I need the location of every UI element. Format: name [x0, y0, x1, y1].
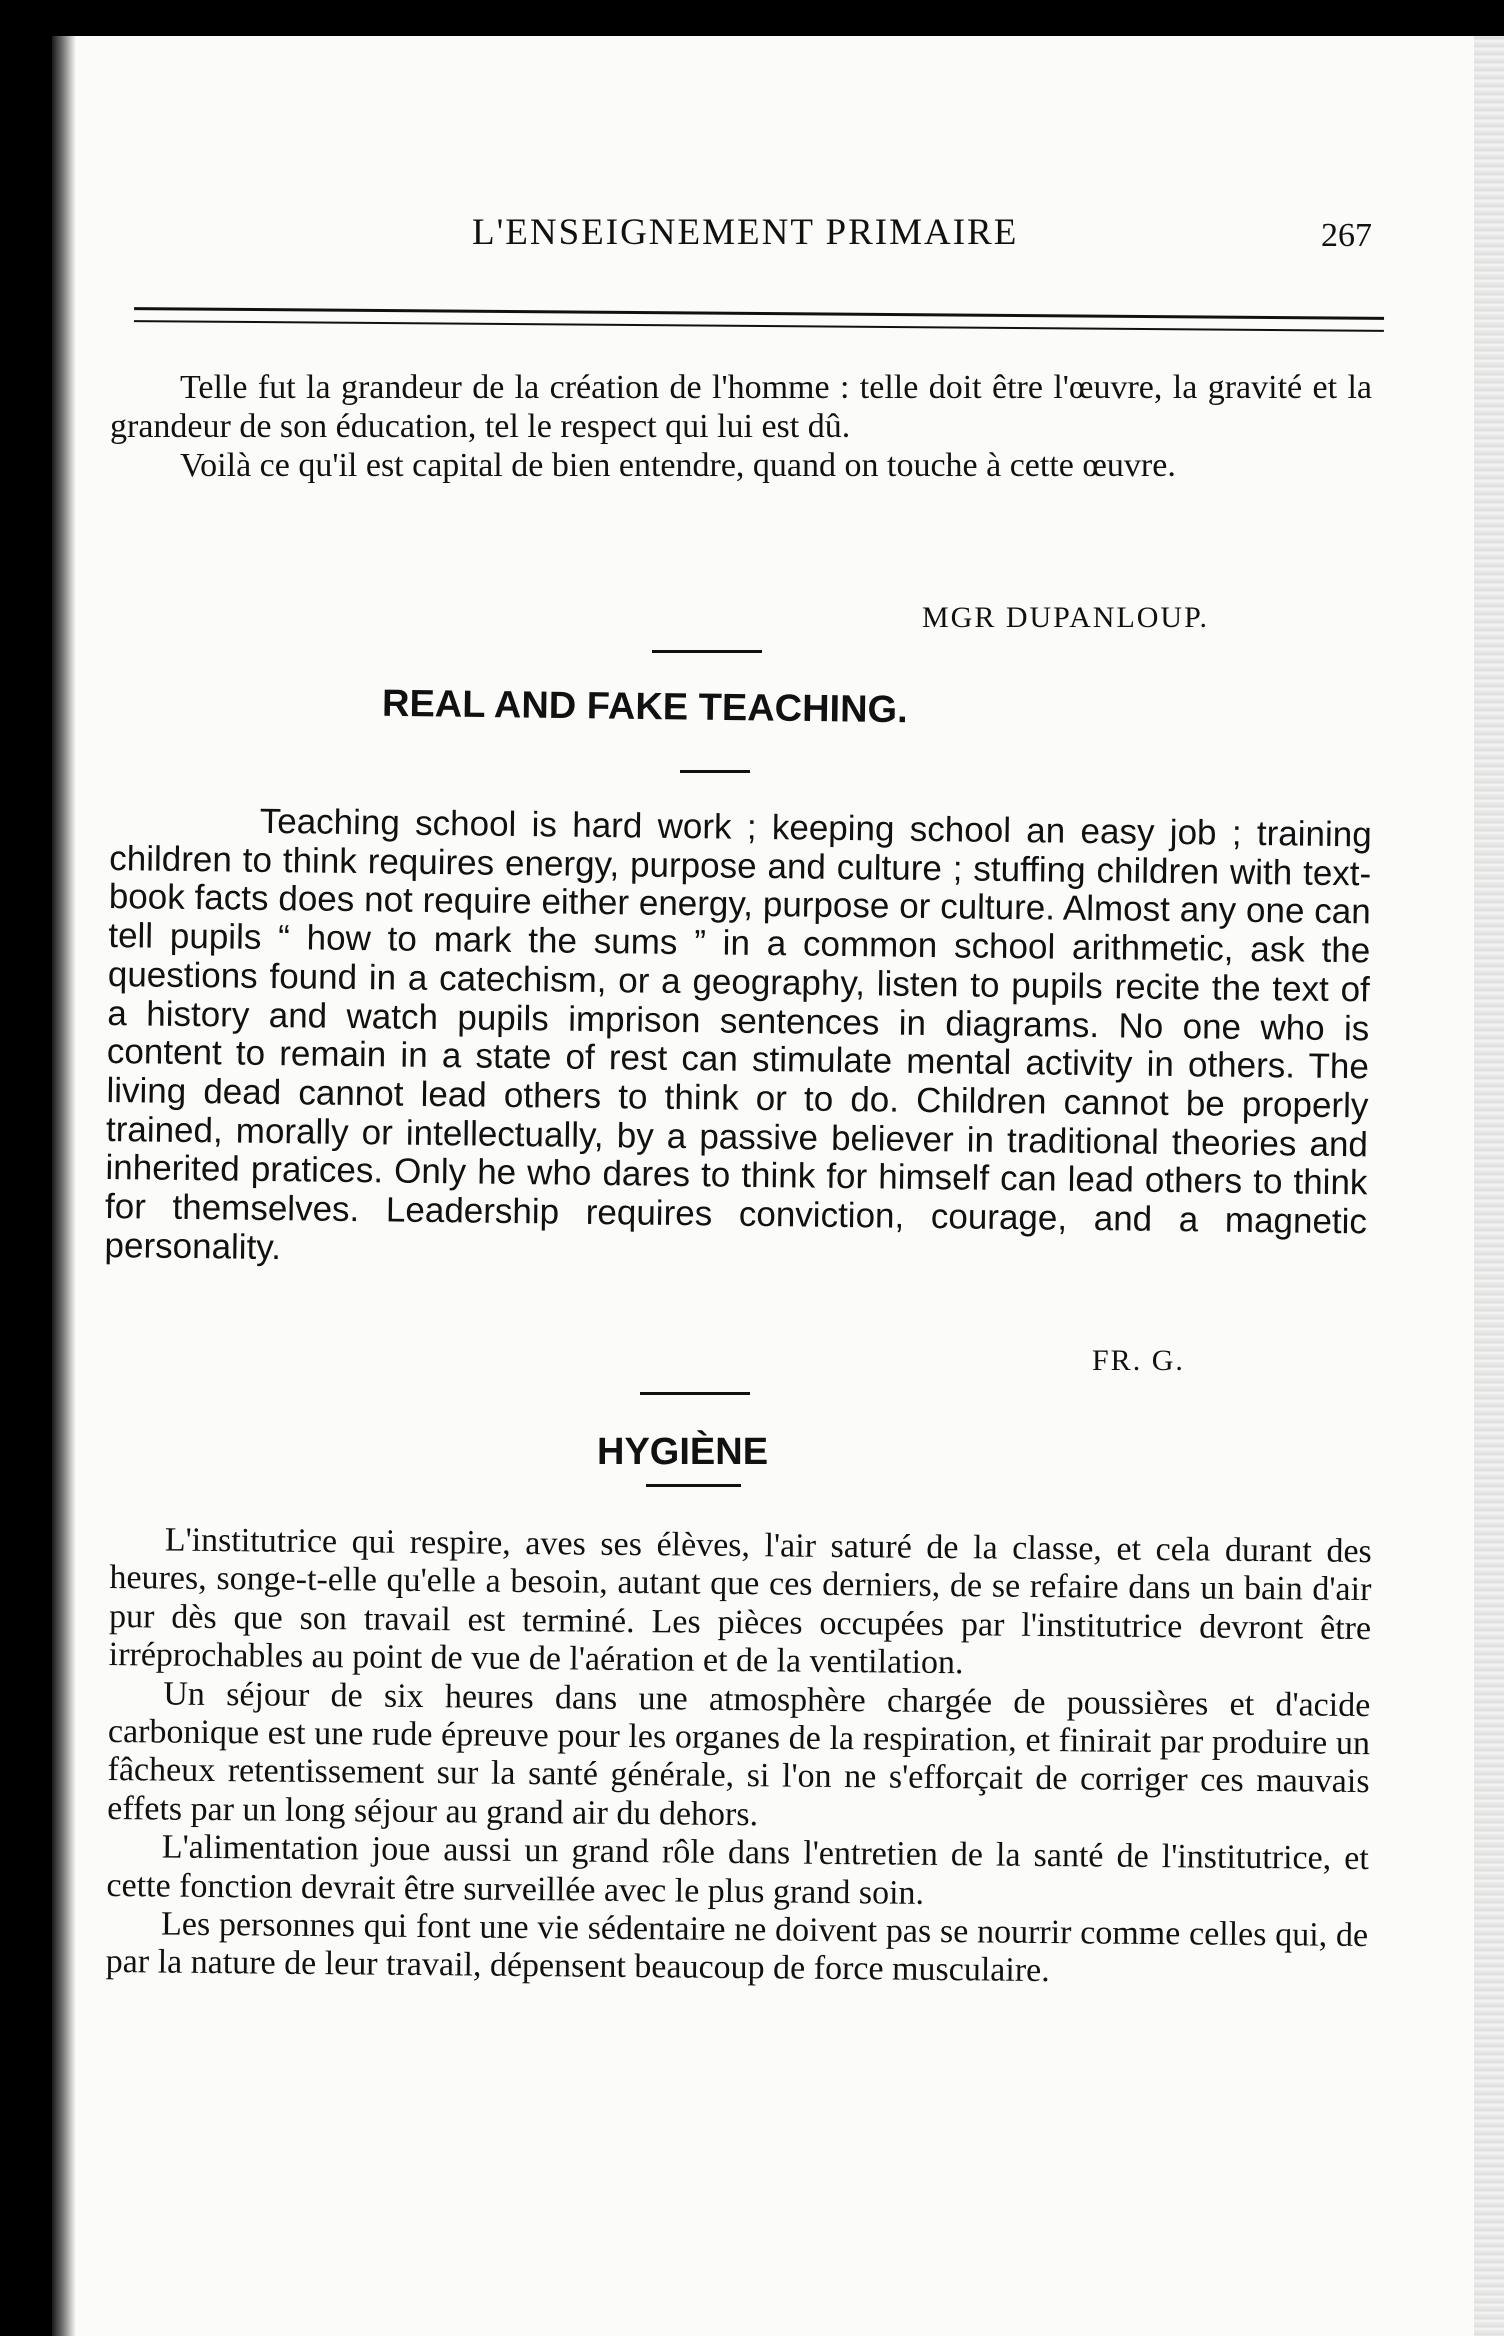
article-signature: FR. G.: [1092, 1344, 1185, 1377]
page-edge: [1474, 36, 1504, 2336]
article-body: [104, 801, 1372, 1281]
quote-signature: MGR DUPANLOUP.: [922, 601, 1209, 634]
title-underline: [646, 1484, 741, 1487]
article-paragraph: Les personnes qui font une vie sédentaire ne doivent pas se nourrir comme celles qui, de par la nature de leur travail, dépensent beaucoup de force musculaire.: [105, 1905, 1369, 1990]
quote-paragraph: Telle fut la grandeur de la création de l'homme : telle doit être l'œuvre, la gravité et la grandeur de son éducation, tel le respect qui lui est dû.: [110, 369, 1372, 445]
article-paragraph: L'alimentation joue aussi un grand rôle dans l'entretien de la santé de l'institutrice, et cette fonction devrait être surveillée avec le plus grand soin.: [106, 1828, 1369, 1912]
quote-paragraph: Voilà ce qu'il est capital de bien entendre, quand on touche à cette œuvre.: [180, 447, 1176, 484]
article-body: [106, 1521, 1372, 1994]
article-paragraph: Teaching school is hard work ; keeping school an easy job ; training children to think requires energy, purpose and culture ; stuffing children with text-book facts does not require either energy, purpose or culture. Almost any one can tell pupils “ how to mark the sums ” in a common school arithmetic, ask the questions found in a catechism, or a geography, listen to pupils recite the text of a history and watch pupils imprison sentences in diagrams. No one who is content to remain in a state of rest can stimulate mental activity in others. The living dead cannot lead others to think or to do. Children cannot be properly trained, morally or intellectually, by a passive believer in traditional theories and inherited pratices. Only he who dares to think for himself can lead others to think for themselves. Leadership requires conviction, courage, and a magnetic personality.: [104, 801, 1372, 1267]
book-page: [52, 36, 1504, 2336]
article-title: REAL AND FAKE TEACHING.: [381, 682, 908, 732]
header-double-rule: [134, 307, 1384, 332]
section-divider: [640, 1392, 750, 1395]
section-divider: [652, 650, 762, 653]
title-underline: [680, 770, 750, 773]
binding-shadow: [52, 36, 76, 2336]
article-title: HYGIÈNE: [597, 1431, 769, 1473]
article-paragraph: L'institutrice qui respire, aves ses élèves, l'air saturé de la classe, et cela durant des heures, songe-t-elle qu'elle a besoin, autant que ces derniers, de se refaire dans un bain d'air pur dès que son travail est terminé. Les pièces occupées par l'institutrice devront être irréprochables au point de vue de l'aération et de la ventilation.: [108, 1521, 1372, 1682]
page-number: 267: [1321, 217, 1372, 254]
article-paragraph: Un séjour de six heures dans une atmosphère chargée de poussières et d'acide carbonique est une rude épreuve pour les organes de la respiration, et finirait par produire un fâcheux retentissement sur la santé générale, si l'on ne s'efforçait de corriger ces mauvais effets par un long séjour au grand air du dehors.: [107, 1675, 1371, 1834]
quote-block: [110, 368, 1372, 485]
running-title: L'ENSEIGNEMENT PRIMAIRE: [472, 212, 1019, 253]
running-header: [132, 211, 1392, 271]
